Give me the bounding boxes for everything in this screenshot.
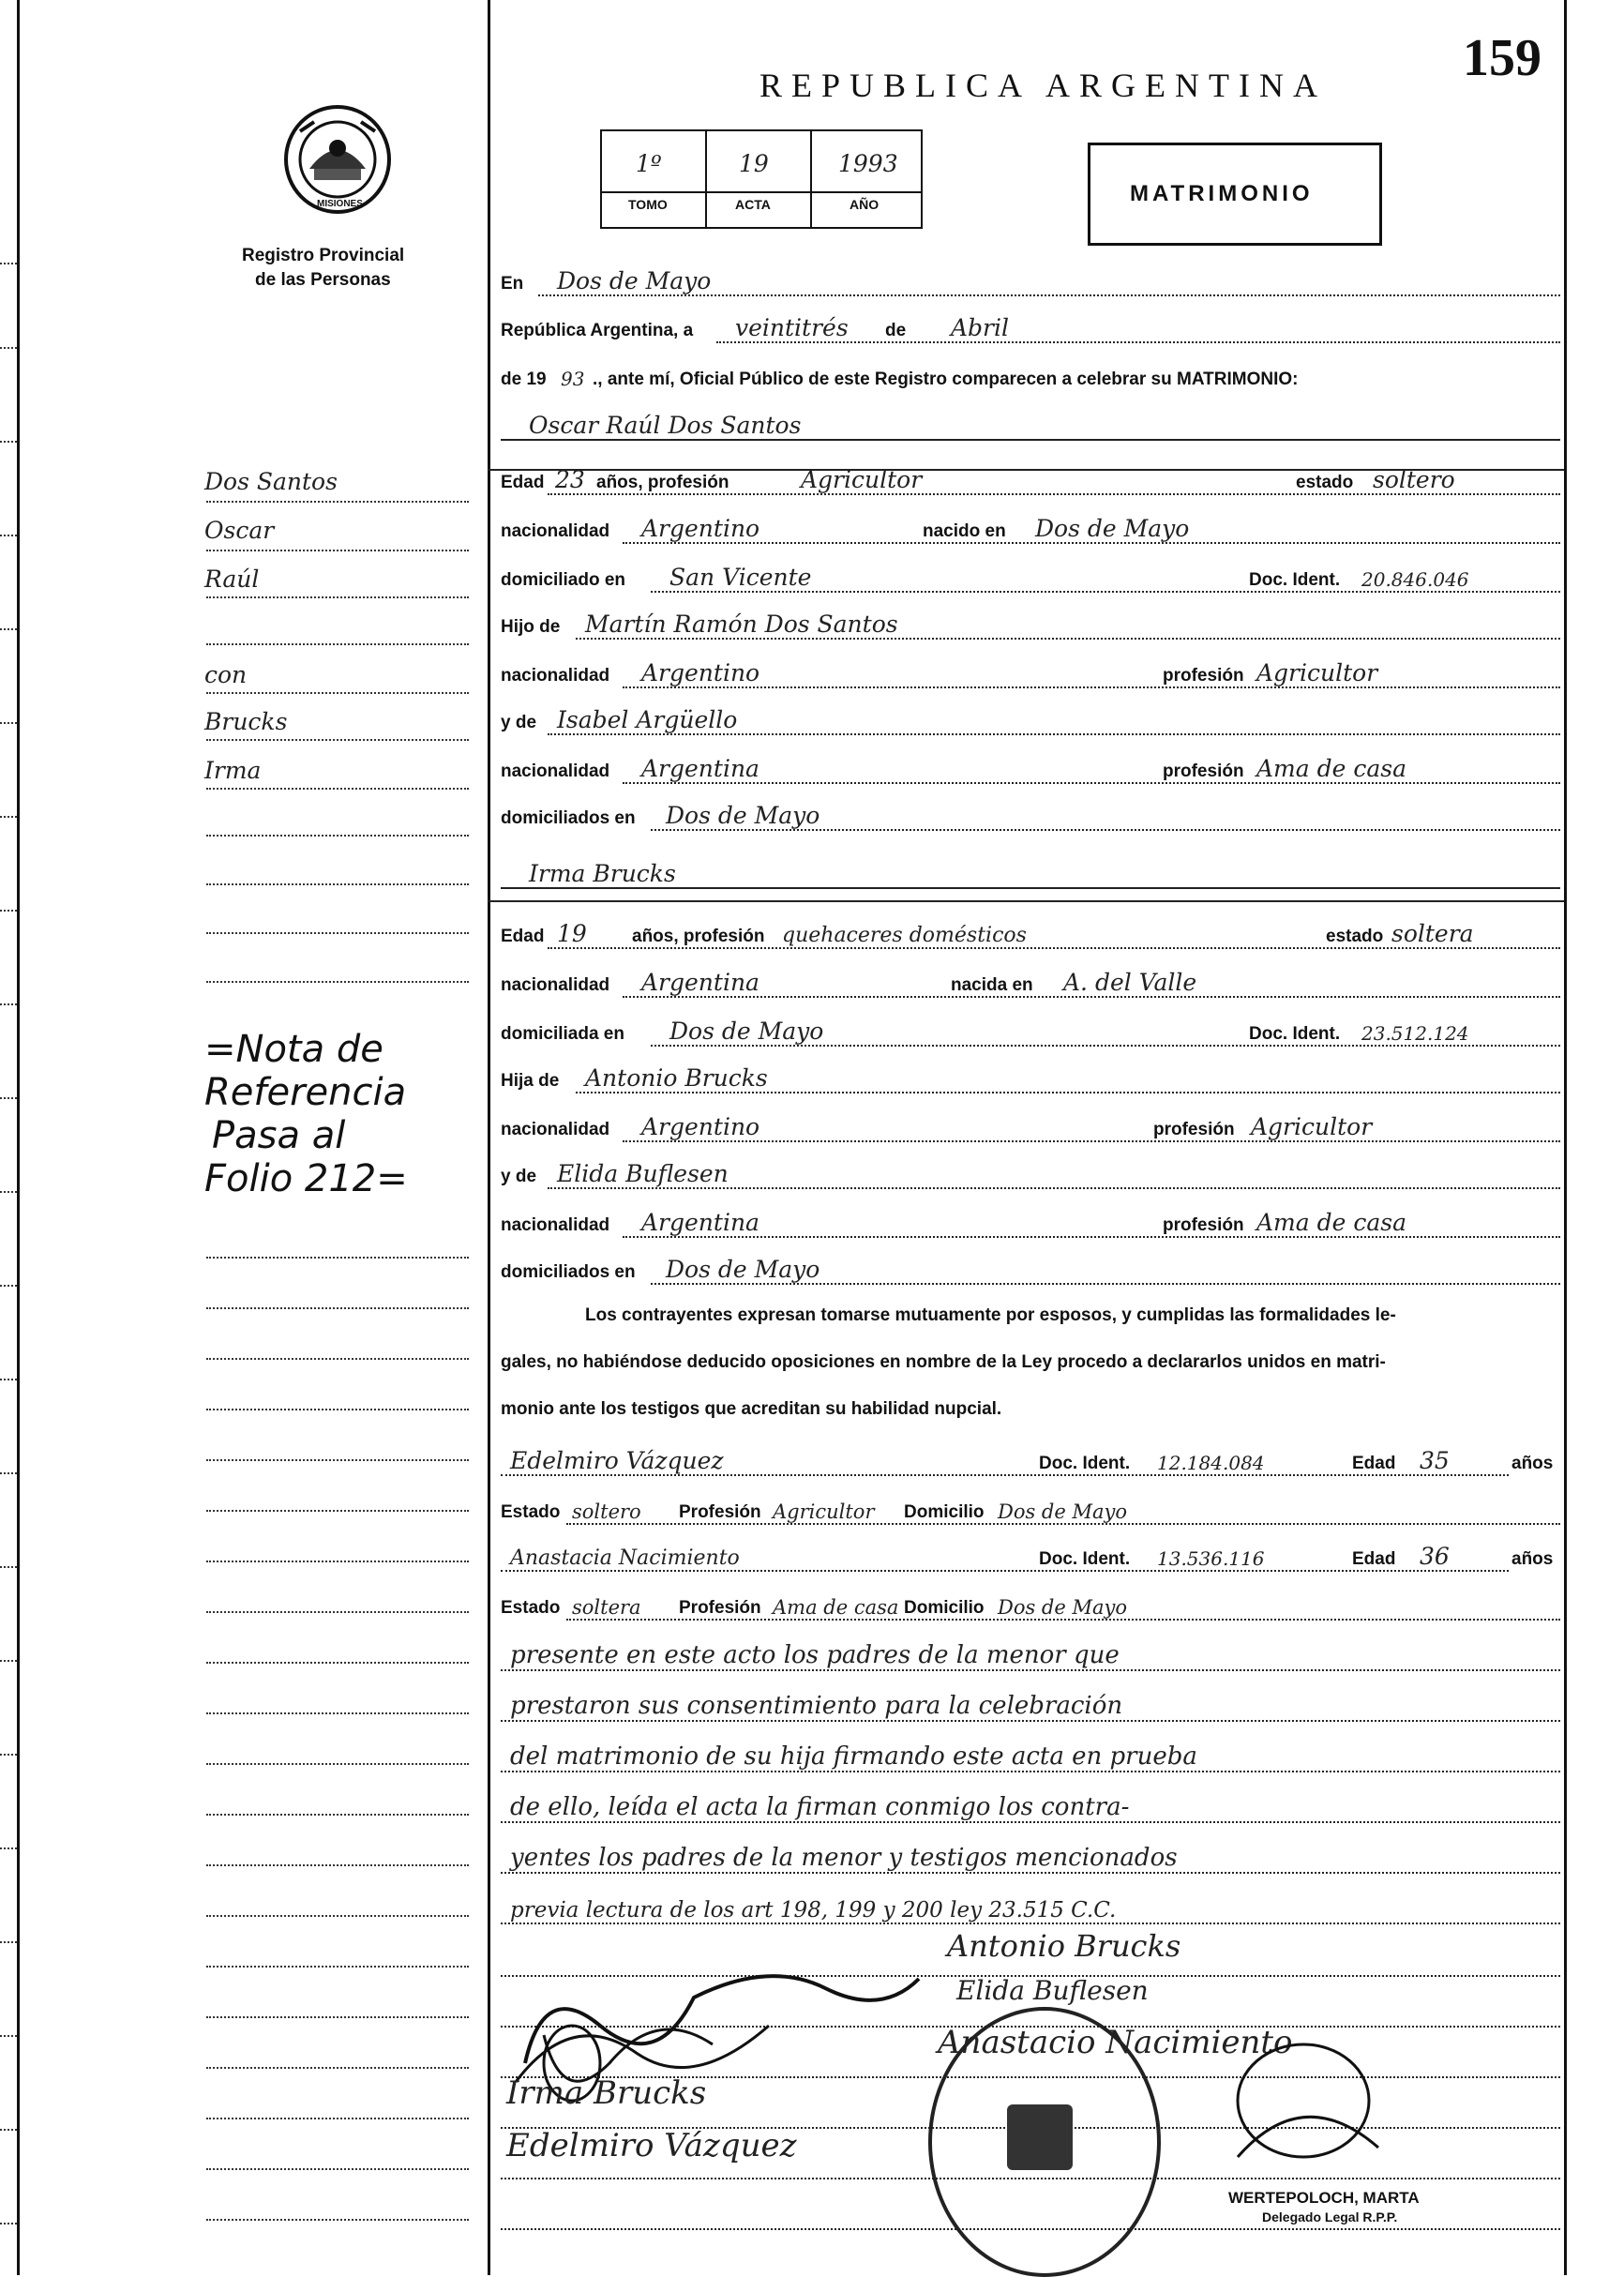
margin-line <box>206 1409 469 1410</box>
profesion-label: profesión <box>1153 1120 1235 1139</box>
margin-text: Raúl <box>204 565 260 593</box>
anio-cell <box>812 131 921 227</box>
margin-groom-name1 <box>199 505 471 550</box>
registry-number-box <box>600 129 923 229</box>
groom-address: San Vicente <box>669 564 812 591</box>
remark-dots <box>501 1821 1560 1823</box>
edge-tick <box>0 2223 17 2224</box>
registry-name-line1: Registro Provincial <box>242 246 405 265</box>
remark-dots <box>501 1669 1560 1671</box>
profesion-label: Profesión <box>679 1598 761 1618</box>
box-separator <box>602 191 921 193</box>
margin-line <box>206 1611 469 1613</box>
witness2-doc: 13.536.116 <box>1157 1547 1265 1570</box>
edge-tick <box>0 2035 17 2037</box>
nacionalidad-label: nacionalidad <box>501 521 610 541</box>
nacionalidad-label: nacionalidad <box>501 666 610 686</box>
bride-row-age <box>501 906 1560 953</box>
signature-edelmiro-vazquez: Edelmiro Vázquez <box>506 2127 797 2164</box>
margin-line <box>206 501 469 503</box>
statement-paragraph <box>501 1292 1560 1433</box>
margin-line <box>206 2168 469 2170</box>
margin-line <box>206 1662 469 1664</box>
remark-dots <box>501 1771 1560 1772</box>
edge-tick <box>0 441 17 443</box>
groom-row-father-nat <box>501 645 1560 692</box>
margin-bride-name <box>199 745 471 790</box>
margin-groom-surname <box>199 456 471 501</box>
doc-ident-label: Doc. Ident. <box>1039 1454 1131 1473</box>
groom-mother-dots <box>548 733 1560 735</box>
year-prefix: de 19 <box>501 369 547 389</box>
signature-antonio-brucks: Antonio Brucks <box>947 1928 1181 1964</box>
edge-tick <box>0 1379 17 1380</box>
margin-line <box>206 596 469 598</box>
groom-nat-dots <box>623 542 1560 544</box>
bride-father: Antonio Brucks <box>585 1064 768 1092</box>
groom-profession: Agricultor <box>801 466 923 493</box>
bride-row-father <box>501 1050 1560 1097</box>
edge-tick <box>0 1754 17 1756</box>
bride-addr-dots <box>651 1045 1560 1047</box>
anios-label: años <box>1511 1454 1554 1473</box>
signature-elida-buflesen: Elida Buflesen <box>956 1975 1149 2006</box>
bride-age: 19 <box>557 920 587 947</box>
official-signature-loop <box>1219 2026 1388 2176</box>
edad-label: Edad <box>1352 1454 1396 1473</box>
bride-fnat-dots <box>623 1140 1560 1142</box>
acta-value: 19 <box>739 150 769 177</box>
witness2-age: 36 <box>1420 1543 1450 1570</box>
bride-mother-dots <box>548 1187 1560 1189</box>
witness2-address: Dos de Mayo <box>998 1596 1128 1619</box>
date-dots <box>716 341 1560 343</box>
place-dots <box>538 294 1560 296</box>
edge-tick <box>0 1097 17 1099</box>
seal-label: MISIONES <box>317 199 363 209</box>
groom-father-nationality: Argentino <box>641 659 760 686</box>
registry-name-line2: de las Personas <box>255 270 391 290</box>
witness2-profession: Ama de casa <box>773 1596 899 1619</box>
note-line: Pasa al <box>212 1114 346 1157</box>
domicilio-label: Domicilio <box>904 1502 985 1522</box>
place-value: Dos de Mayo <box>557 267 712 294</box>
witness2-row-details <box>501 1577 1560 1624</box>
witness2-name: Anastacia Nacimiento <box>510 1546 740 1570</box>
groom-fullname-row <box>501 398 1560 445</box>
groom-father: Martín Ramón Dos Santos <box>585 611 898 638</box>
margin-bride-surname <box>199 696 471 741</box>
witness1-row-name <box>501 1433 1560 1480</box>
groom-mother-profession: Ama de casa <box>1256 755 1406 782</box>
day-value: veintitrés <box>735 314 849 341</box>
groom-row-mother-nat <box>501 741 1560 788</box>
margin-line <box>206 1307 469 1309</box>
bride-nationality: Argentina <box>641 969 759 996</box>
bride-name-line <box>501 887 1560 889</box>
witness1-row-details <box>501 1482 1560 1529</box>
nacionalidad-label: nacionalidad <box>501 1215 610 1235</box>
groom-mother-nationality: Argentina <box>641 755 759 782</box>
bride-mnat-dots <box>623 1236 1560 1238</box>
margin-reference-note <box>204 1028 408 1200</box>
document-type-label: MATRIMONIO <box>1130 181 1314 206</box>
bride-row-mother-nat <box>501 1195 1560 1242</box>
edad-label: Edad <box>1352 1549 1396 1569</box>
bride-row-mother <box>501 1146 1560 1193</box>
edge-tick <box>0 1191 17 1193</box>
stamp-center-mark <box>1007 2104 1073 2170</box>
intro-row-year <box>501 349 1560 396</box>
bride-doc-number: 23.512.124 <box>1361 1022 1469 1045</box>
margin-text: Irma <box>204 757 262 784</box>
groom-father-dots <box>576 638 1560 640</box>
w1-det-dots <box>566 1523 1560 1525</box>
w2-name-dots <box>501 1570 1509 1572</box>
doc-ident-label: Doc. Ident. <box>1249 570 1341 590</box>
margin-line <box>206 788 469 790</box>
domiciliados-label: domiciliados en <box>501 1262 636 1282</box>
remark-line <box>501 1831 1560 1877</box>
margin-line <box>206 550 469 551</box>
edge-tick <box>0 1941 17 1943</box>
estado-label: Estado <box>501 1598 561 1618</box>
doc-ident-label: Doc. Ident. <box>1039 1549 1131 1569</box>
remark-line <box>501 1679 1560 1726</box>
margin-line <box>206 739 469 741</box>
estado-label: estado <box>1326 927 1384 946</box>
groom-full-name: Oscar Raúl Dos Santos <box>529 412 802 439</box>
groom-mnat-dots <box>623 782 1560 784</box>
statement-line1: Los contrayentes expresan tomarse mutuamente por esposos, y cumplidas las formalidades le- <box>585 1305 1396 1325</box>
groom-paddr-dots <box>651 829 1560 831</box>
bride-full-name: Irma Brucks <box>529 860 676 887</box>
margin-text: Oscar <box>204 517 275 544</box>
margin-line <box>206 1257 469 1259</box>
remark-text: yentes los padres de la menor y testigos mencionados <box>510 1844 1178 1872</box>
bride-row-father-nat <box>501 1099 1560 1146</box>
registry-round-stamp <box>928 2007 1161 2277</box>
note-line: Referencia <box>204 1071 407 1114</box>
bride-address: Dos de Mayo <box>669 1018 824 1045</box>
edge-tick <box>0 1847 17 1849</box>
bride-age-dots <box>548 947 1560 949</box>
witness2-row-name <box>501 1529 1560 1576</box>
edge-tick <box>0 722 17 724</box>
groom-row-parents-address <box>501 788 1560 835</box>
margin-line <box>206 981 469 983</box>
remark-line <box>501 1780 1560 1827</box>
edge-tick <box>0 347 17 349</box>
margin-line <box>206 835 469 837</box>
witness1-profession: Agricultor <box>773 1500 875 1523</box>
edad-label: Edad <box>501 927 545 946</box>
edge-tick <box>0 1003 17 1005</box>
tomo-cell <box>602 131 707 227</box>
tomo-label: TOMO <box>628 197 668 212</box>
margin-line <box>206 2219 469 2221</box>
groom-row-age <box>501 452 1560 499</box>
groom-age-dots <box>548 493 1560 495</box>
bride-row-nationality <box>501 955 1560 1002</box>
bride-mother: Elida Buflesen <box>557 1160 729 1187</box>
page-number: 159 <box>1463 29 1541 87</box>
left-border-line <box>17 0 20 2275</box>
groom-father-profession: Agricultor <box>1256 659 1378 686</box>
remark-line <box>501 1628 1560 1675</box>
y-de-label: y de <box>501 713 537 732</box>
remark-text: presente en este acto los padres de la menor que <box>510 1641 1120 1669</box>
hija-de-label: Hija de <box>501 1071 560 1091</box>
statement-line3: monio ante los testigos que acreditan su habilidad nupcial. <box>501 1399 1002 1419</box>
y-de-label: y de <box>501 1167 537 1186</box>
groom-addr-dots <box>651 591 1560 593</box>
witness1-doc: 12.184.084 <box>1157 1452 1265 1474</box>
groom-age: 23 <box>555 466 585 493</box>
margin-line <box>206 1966 469 1968</box>
margin-line <box>206 1358 469 1360</box>
doc-ident-label: Doc. Ident. <box>1249 1024 1341 1044</box>
groom-parents-address: Dos de Mayo <box>666 802 820 829</box>
groom-civil-status: soltero <box>1373 466 1455 493</box>
remark-dots <box>501 1720 1560 1722</box>
witness1-age: 35 <box>1420 1447 1450 1474</box>
nacionalidad-label: nacionalidad <box>501 1120 610 1139</box>
bride-parents-address: Dos de Mayo <box>666 1256 820 1283</box>
domiciliada-label: domiciliada en <box>501 1024 624 1044</box>
w2-det-dots <box>566 1619 1560 1621</box>
republica-label: República Argentina, a <box>501 321 694 340</box>
remark-text: de ello, leída el acta la firman conmigo los contra- <box>510 1793 1130 1821</box>
statement-line2: gales, no habiéndose deducido oposiciones en nombre de la Ley procedo a declararlos unidos en matri- <box>501 1352 1386 1372</box>
witness1-civil-status: soltero <box>572 1500 641 1523</box>
official-name: WERTEPOLOCH, MARTA <box>1228 2189 1420 2207</box>
groom-row-father <box>501 596 1560 643</box>
nacido-label: nacido en <box>923 521 1006 541</box>
domiciliado-label: domiciliado en <box>501 570 626 590</box>
margin-line <box>206 643 469 645</box>
bride-nat-dots <box>623 996 1560 998</box>
nacionalidad-label: nacionalidad <box>501 762 610 781</box>
anios-profesion-label: años, profesión <box>632 927 765 946</box>
official-title: Delegado Legal R.P.P. <box>1262 2209 1398 2224</box>
profesion-label: profesión <box>1163 666 1244 686</box>
bride-paddr-dots <box>651 1283 1560 1285</box>
profesion-label: profesión <box>1163 1215 1244 1235</box>
domicilio-label: Domicilio <box>904 1598 985 1618</box>
estado-label: Estado <box>501 1502 561 1522</box>
groom-nationality: Argentino <box>641 515 760 542</box>
bride-fullname-row <box>501 846 1560 893</box>
groom-name-line <box>501 439 1560 441</box>
anios-profesion-label: años, profesión <box>596 473 729 492</box>
bride-birthplace: A. del Valle <box>1063 969 1197 996</box>
month-value: Abril <box>951 314 1009 341</box>
margin-con <box>199 649 471 694</box>
groom-row-nationality <box>501 501 1560 548</box>
margin-line <box>206 883 469 885</box>
bride-civil-status: soltera <box>1391 920 1474 947</box>
signature-irma-brucks: Irma Brucks <box>506 2074 707 2112</box>
groom-birthplace: Dos de Mayo <box>1035 515 1190 542</box>
anio-value: 1993 <box>838 150 898 177</box>
margin-line <box>206 1763 469 1765</box>
edge-tick <box>0 1660 17 1662</box>
hijo-de-label: Hijo de <box>501 617 561 637</box>
edge-tick <box>0 1566 17 1568</box>
margin-line <box>206 1459 469 1461</box>
groom-row-mother <box>501 692 1560 739</box>
margin-line <box>206 932 469 934</box>
groom-fnat-dots <box>623 686 1560 688</box>
tomo-value: 1º <box>636 150 662 177</box>
country-heading: REPUBLICA ARGENTINA <box>759 67 1328 104</box>
edad-label: Edad <box>501 473 545 492</box>
margin-line <box>206 1915 469 1917</box>
margin-line <box>206 1561 469 1562</box>
bride-father-dots <box>576 1092 1560 1093</box>
edge-tick <box>0 263 17 264</box>
bride-profession: quehaceres domésticos <box>782 924 1027 947</box>
bride-mother-profession: Ama de casa <box>1256 1209 1406 1236</box>
note-line: =Nota de <box>204 1028 383 1071</box>
groom-doc-number: 20.846.046 <box>1361 568 1469 591</box>
de-label: de <box>885 321 907 340</box>
document-type-box <box>1088 143 1382 246</box>
w1-name-dots <box>501 1474 1509 1476</box>
profesion-label: Profesión <box>679 1502 761 1522</box>
margin-line <box>206 1864 469 1866</box>
en-label: En <box>501 274 524 294</box>
comparecen-text: ., ante mí, Oficial Público de este Registro comparecen a celebrar su MATRIMONIO: <box>593 369 1299 389</box>
anios-label: años <box>1511 1549 1554 1569</box>
groom-mother: Isabel Argüello <box>557 706 738 733</box>
remark-line <box>501 1881 1560 1928</box>
note-line: Folio 212= <box>204 1157 408 1200</box>
year-value: 93 <box>561 368 585 390</box>
margin-line <box>206 1712 469 1714</box>
bride-row-parents-address <box>501 1242 1560 1289</box>
nacionalidad-label: nacionalidad <box>501 975 610 995</box>
intro-row-place <box>501 253 1560 300</box>
profesion-label: profesión <box>1163 762 1244 781</box>
acta-label: ACTA <box>735 197 771 212</box>
margin-text: con <box>204 661 248 688</box>
section-rule-bride <box>488 900 1564 902</box>
bride-father-nationality: Argentino <box>641 1113 760 1140</box>
signature-anastacio-nacimiento: Anastacio Nacimiento <box>938 2024 1293 2061</box>
groom-row-address <box>501 550 1560 596</box>
remark-dots <box>501 1872 1560 1874</box>
witness1-name: Edelmiro Vázquez <box>510 1447 724 1474</box>
margin-line <box>206 1814 469 1816</box>
witness2-civil-status: soltera <box>572 1596 641 1619</box>
margin-line <box>206 2016 469 2018</box>
bride-row-address <box>501 1003 1560 1050</box>
estado-label: estado <box>1296 473 1354 492</box>
edge-tick <box>0 1472 17 1474</box>
bride-father-profession: Agricultor <box>1251 1113 1373 1140</box>
remark-line <box>501 1729 1560 1776</box>
edge-tick <box>0 535 17 536</box>
margin-line <box>206 1510 469 1512</box>
remark-text: previa lectura de los art 198, 199 y 200 ley 23.515 C.C. <box>510 1898 1117 1923</box>
intro-row-date <box>501 300 1560 347</box>
remark-text: prestaron sus consentimiento para la celebración <box>510 1692 1123 1720</box>
remark-text: del matrimonio de su hija firmando este acta en prueba <box>510 1742 1197 1771</box>
witness1-address: Dos de Mayo <box>998 1500 1128 1523</box>
edge-tick <box>0 910 17 912</box>
acta-cell <box>707 131 812 227</box>
edge-tick <box>0 816 17 818</box>
margin-line <box>206 2118 469 2119</box>
domiciliados-label: domiciliados en <box>501 808 636 828</box>
anio-label: AÑO <box>850 197 880 212</box>
margin-text: Dos Santos <box>204 468 338 495</box>
bride-mother-nationality: Argentina <box>641 1209 759 1236</box>
edge-tick <box>0 628 17 630</box>
margin-groom-name2 <box>199 553 471 598</box>
nacida-label: nacida en <box>951 975 1033 995</box>
margin-text: Brucks <box>204 708 288 735</box>
right-border-line <box>1564 0 1567 2275</box>
edge-tick <box>0 1285 17 1287</box>
edge-tick <box>0 2129 17 2131</box>
margin-line <box>206 692 469 694</box>
margin-line <box>206 2067 469 2069</box>
